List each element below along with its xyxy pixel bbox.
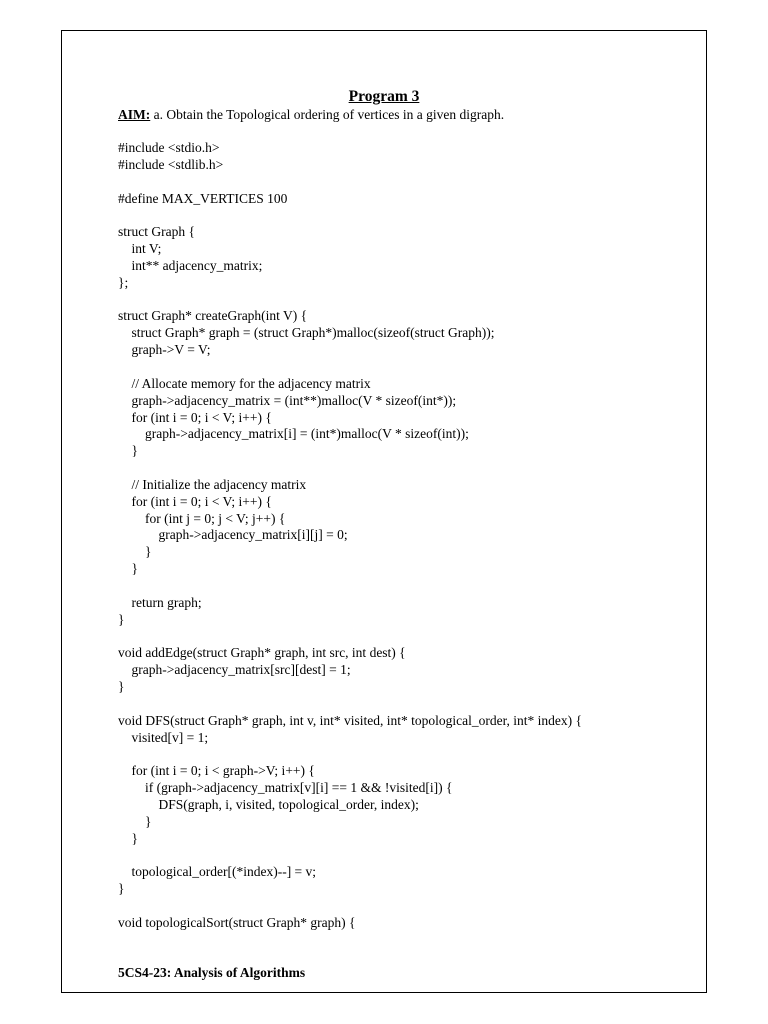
code-line (118, 628, 582, 645)
code-line: // Initialize the adjacency matrix (118, 476, 307, 492)
code-line: for (int i = 0; i < V; i++) { (118, 493, 272, 509)
code-listing (118, 140, 582, 932)
code-line: #include <stdio.h> (118, 140, 220, 155)
code-line: graph->adjacency_matrix[src][dest] = 1; (118, 662, 351, 678)
code-line: topological_order[(*index)--] = v; (118, 864, 317, 880)
code-line: } (118, 544, 152, 560)
code-line: struct Graph* createGraph(int V) { (118, 308, 308, 324)
code-line: for (int j = 0; j < V; j++) { (118, 510, 286, 526)
code-line (118, 460, 582, 477)
code-line (118, 359, 582, 376)
code-line: } (118, 813, 152, 829)
code-line: visited[v] = 1; (118, 729, 209, 745)
code-line: for (int i = 0; i < graph->V; i++) { (118, 763, 315, 779)
code-line (118, 207, 582, 224)
code-line: } (118, 611, 125, 627)
code-line: } (118, 443, 138, 459)
code-line (118, 898, 582, 915)
aim-label: AIM: (118, 107, 151, 122)
aim-statement (118, 106, 504, 124)
page-title: Program 3 (348, 88, 420, 105)
code-line (118, 578, 582, 595)
code-line: graph->adjacency_matrix = (int**)malloc(V * sizeof(int*)); (118, 392, 457, 408)
code-line: #define MAX_VERTICES 100 (118, 190, 288, 206)
aim-text: a. Obtain the Topological ordering of vertices in a given digraph. (150, 107, 505, 122)
code-line (118, 746, 582, 763)
code-line: void addEdge(struct Graph* graph, int src, int dest) { (118, 645, 406, 661)
code-line (118, 696, 582, 713)
code-line: } (118, 561, 138, 577)
code-line: void DFS(struct Graph* graph, int v, int* visited, int* topological_order, int* index) { (118, 712, 583, 728)
code-line: } (118, 679, 125, 694)
code-line: if (graph->adjacency_matrix[v][i] == 1 && !visited[i]) { (118, 780, 453, 796)
code-line: graph->adjacency_matrix[i] = (int*)malloc(V * sizeof(int)); (118, 426, 469, 442)
code-line: } (118, 830, 138, 846)
code-line: graph->adjacency_matrix[i][j] = 0; (118, 527, 348, 543)
code-line: #include <stdlib.h> (118, 156, 224, 172)
code-line: int V; (118, 241, 162, 257)
code-line (118, 847, 582, 864)
code-line: } (118, 881, 125, 897)
code-line: // Allocate memory for the adjacency matrix (118, 375, 371, 391)
code-line: for (int i = 0; i < V; i++) { (118, 409, 272, 425)
code-line (118, 174, 582, 191)
code-line: DFS(graph, i, visited, topological_order, index); (118, 796, 419, 812)
page-footer: 5CS4-23: Analysis of Algorithms (118, 965, 306, 980)
code-line: }; (118, 274, 129, 290)
code-line: void topologicalSort(struct Graph* graph) { (118, 914, 356, 930)
code-line (118, 292, 582, 309)
code-line: return graph; (118, 594, 202, 610)
code-line: struct Graph { (118, 224, 195, 240)
code-line: int** adjacency_matrix; (118, 257, 263, 273)
code-line: graph->V = V; (118, 342, 211, 358)
code-line: struct Graph* graph = (struct Graph*)malloc(sizeof(struct Graph)); (118, 325, 495, 341)
